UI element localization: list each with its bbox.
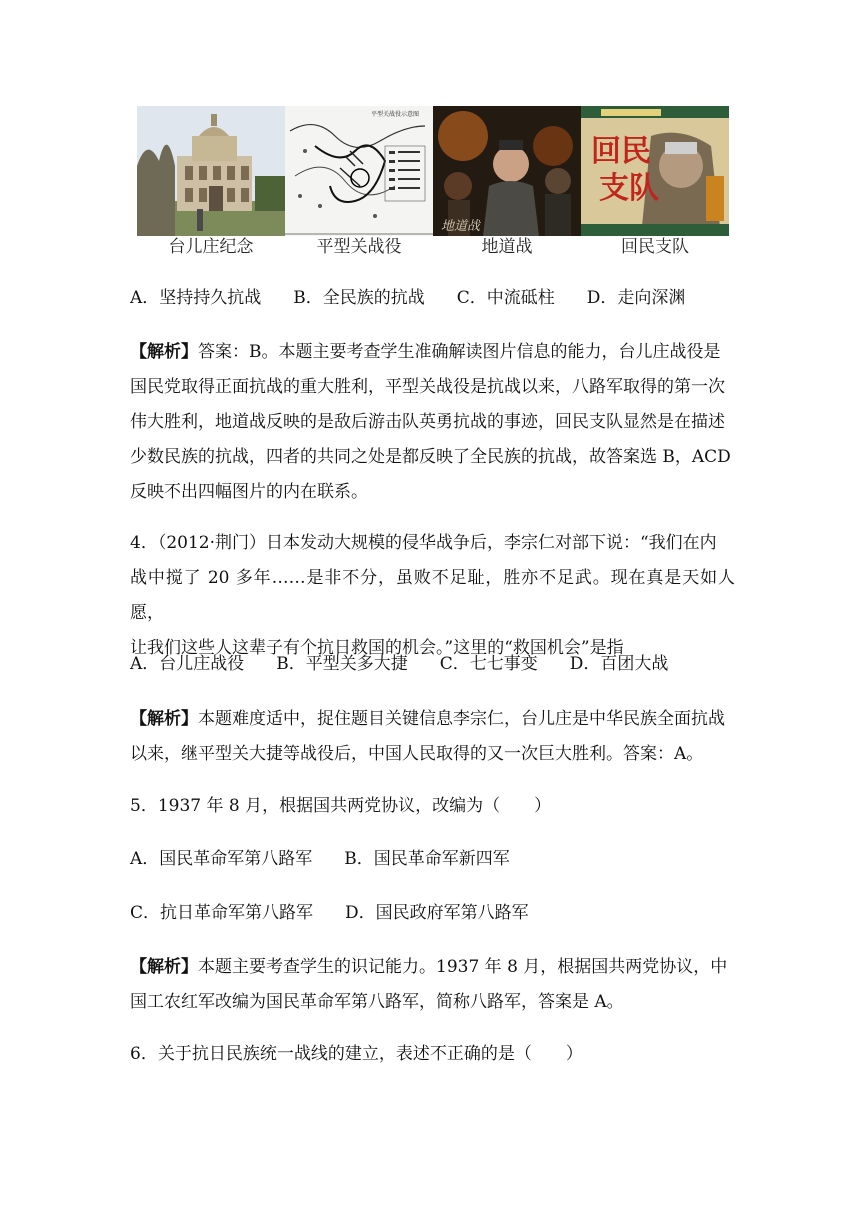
analysis-line: 反映不出四幅图片的内在联系。: [130, 482, 368, 502]
film-still: [433, 106, 581, 258]
option-a: A．坚持持久抗战: [130, 288, 262, 308]
option-c: C．中流砥柱: [456, 288, 555, 308]
option-d: D．国民政府军第八路军: [345, 903, 529, 923]
analysis-tag: 【解析】: [130, 342, 198, 362]
poster-title-part: 回民: [591, 134, 651, 169]
option-d: D．百团大战: [569, 654, 669, 674]
option-a: A．国民革命军第八路军: [130, 849, 313, 869]
memorial-photo: [137, 106, 285, 258]
film-poster: [581, 106, 729, 258]
panel-caption: 台儿庄纪念: [137, 236, 285, 258]
q4-options: [130, 650, 668, 678]
q6-stem: 6．关于抗日民族统一战线的建立，表述不正确的是（ ）: [130, 1044, 583, 1064]
q5-options-row2: [130, 899, 529, 927]
q5-analysis: [130, 950, 735, 1020]
option-b: B．国民革命军新四军: [344, 849, 510, 869]
q5-stem: 5．1937 年 8 月，根据国共两党协议，改编为（ ）: [130, 796, 552, 816]
q4-stem: [130, 526, 735, 666]
analysis-line: 以来，继平型关大捷等战役后，中国人民取得的又一次巨大胜利。答案：A。: [130, 744, 704, 764]
analysis-line: 答案：B。本题主要考查学生准确解读图片信息的能力，台儿庄战役是: [198, 342, 721, 362]
q4-analysis: [130, 702, 735, 772]
stem-line: 让我们这些人这辈子有个抗日救国的机会。”这里的“救国机会”是指: [130, 638, 624, 658]
q5-options-row1: [130, 845, 510, 873]
svg-text:地道战: 地道战: [441, 219, 481, 234]
panel-caption: 回民支队: [581, 236, 729, 258]
analysis-tag: 【解析】: [130, 957, 198, 977]
poster-title-part: 支队: [599, 171, 659, 206]
option-b: B．全民族的抗战: [293, 288, 425, 308]
option-c: C．抗日革命军第八路军: [130, 903, 314, 923]
q3-analysis: [130, 335, 735, 510]
option-a: A．台儿庄战役: [130, 654, 245, 674]
analysis-line: 伟大胜利，地道战反映的是敌后游击队英勇抗战的事迹，回民支队显然是在描述: [130, 412, 725, 432]
option-d: D．走向深渊: [586, 288, 686, 308]
battle-map: [285, 106, 433, 258]
map-title: 平型关战役示意图: [371, 111, 420, 118]
q3-options: [130, 284, 685, 312]
stem-line: 战中搅了 20 多年……是非不分，虽败不足耻，胜亦不足武。现在真是天如人愿，: [130, 568, 735, 623]
option-b: B．平型关多大捷: [276, 654, 408, 674]
analysis-line: 本题难度适中，捉住题目关键信息李宗仁，台儿庄是中华民族全面抗战: [198, 709, 725, 729]
analysis-line: 国民党取得正面抗战的重大胜利，平型关战役是抗战以来，八路军取得的第一次: [130, 377, 725, 397]
analysis-tag: 【解析】: [130, 709, 198, 729]
analysis-line: 国工农红军改编为国民革命军第八路军，简称八路军，答案是 A。: [130, 992, 624, 1012]
analysis-line: 少数民族的抗战，四者的共同之处是都反映了全民族的抗战，故答案选 B，ACD: [130, 447, 731, 467]
figure-strip: [137, 106, 730, 258]
panel-caption: 地道战: [433, 236, 581, 258]
option-c: C．七七事变: [439, 654, 538, 674]
stem-line: 4．（2012·荆门）日本发动大规模的侵华战争后，李宗仁对部下说：“我们在内: [130, 533, 717, 553]
panel-caption: 平型关战役: [285, 236, 433, 258]
analysis-line: 本题主要考查学生的识记能力。1937 年 8 月，根据国共两党协议，中: [198, 957, 728, 977]
